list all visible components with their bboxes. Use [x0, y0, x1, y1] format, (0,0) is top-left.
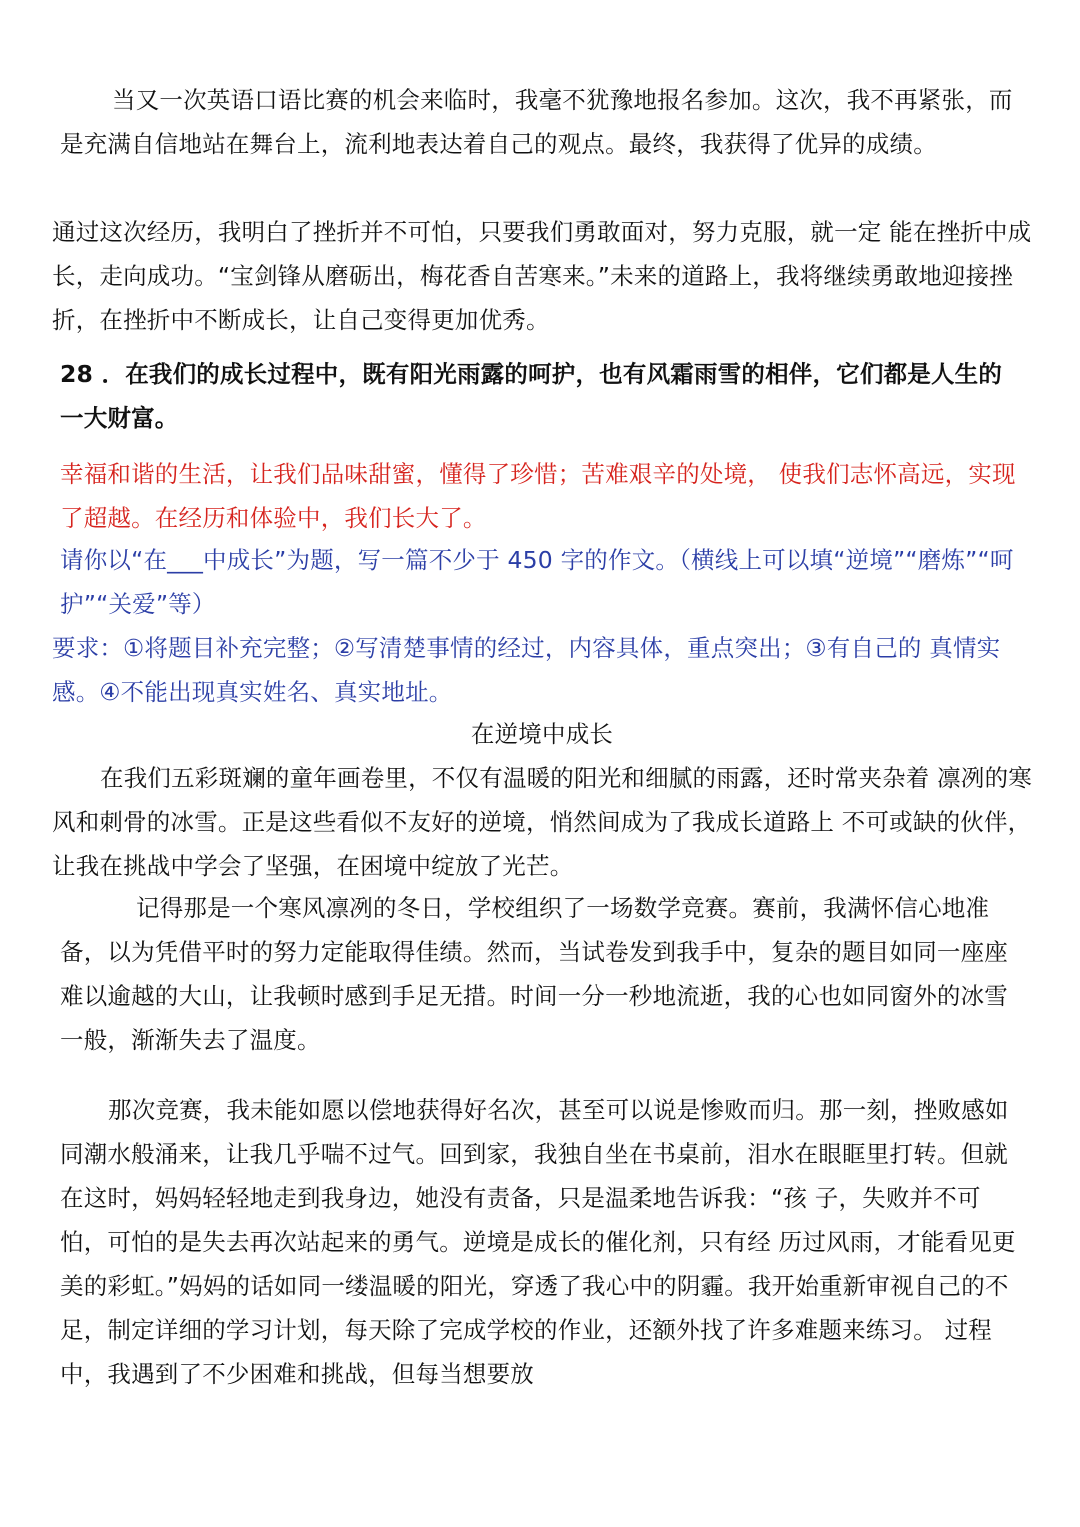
essay-paragraph-intro: 在我们五彩斑斓的童年画卷里，不仅有温暖的阳光和细腻的雨露，还时常夹杂着 凛冽的寒风和刺骨的冰雪。正是这些看似不友好的逆境，悄然间成为了我成长道路上 不可或缺的伙伴，让我在挑战中学会了坚强，在困境中绽放了光芒。 [52, 764, 1032, 880]
question-task: 请你以“在___中成长”为题，写一篇不少于 450 字的作文。（横线上可以填“逆境”“磨炼”“呵 护”“关爱”等） [60, 546, 1014, 618]
paragraph-reflection: 通过这次经历，我明白了挫折并不可怕，只要我们勇敢面对，努力克服，就一定 能在挫折中成长，走向成功。“宝剑锋从磨砺出，梅花香自苦寒来。”未来的道路上，我将继续勇敢地迎接挫折，在挫折中不断成长，让自己变得更加优秀。 [52, 218, 1032, 334]
question-number: 28 ． [60, 360, 126, 388]
question-prompt-text: 在我们的成长过程中，既有阳光雨露的呵护，也有风霜雨雪的相伴，它们都是人生的一大财富。 [60, 360, 1003, 432]
question-requirements: 要求：①将题目补充完整；②写清楚事情的经过，内容具体，重点突出；③有自己的 真情实感。④不能出现真实姓名、真实地址。 [52, 634, 1001, 706]
question-material: 幸福和谐的生活，让我们品味甜蜜，懂得了珍惜；苦难艰辛的处境， 使我们志怀高远，实现了超越。在经历和体验中，我们长大了。 [60, 460, 1016, 532]
essay-paragraph-setback: 那次竞赛，我未能如愿以偿地获得好名次，甚至可以说是惨败而归。那一刻，挫败感如同潮水般涌来，让我几乎喘不过气。回到家，我独自坐在书桌前，泪水在眼眶里打转。但就在这时，妈妈轻轻地走到我身边，她没有责备，只是温柔地告诉我：“孩 子，失败并不可怕，可怕的是失去再次站起来的勇气。逆境是成长的催化剂，只有经 历过风雨，才能看见更美的彩虹。”妈妈的话如同一缕温暖的阳光，穿透了我心中的阴霾。我开始重新审视自己的不 足，制定详细的学习计划，每天除了完成学校的作业，还额外找了许多难题来练习。 过程中，我遇到了不少困难和挑战，但每当想要放 [60, 1096, 1016, 1388]
essay-title: 在逆境中成长 [470, 720, 614, 748]
essay-paragraph-competition: 记得那是一个寒风凛冽的冬日，学校组织了一场数学竞赛。赛前，我满怀信心地准备，以为凭借平时的努力定能取得佳绩。然而，当试卷发到我手中，复杂的题目如同一座座难以逾越的大山，让我顿时感到手足无措。时间一分一秒地流逝，我的心也如同窗外的冰雪一般，渐渐失去了温度。 [60, 894, 1008, 1054]
paragraph-competition-result: 当又一次英语口语比赛的机会来临时，我毫不犹豫地报名参加。这次，我不再紧张，而是充满自信地站在舞台上，流利地表达着自己的观点。最终，我获得了优异的成绩。 [60, 86, 1013, 158]
question-prompt [60, 352, 1020, 440]
